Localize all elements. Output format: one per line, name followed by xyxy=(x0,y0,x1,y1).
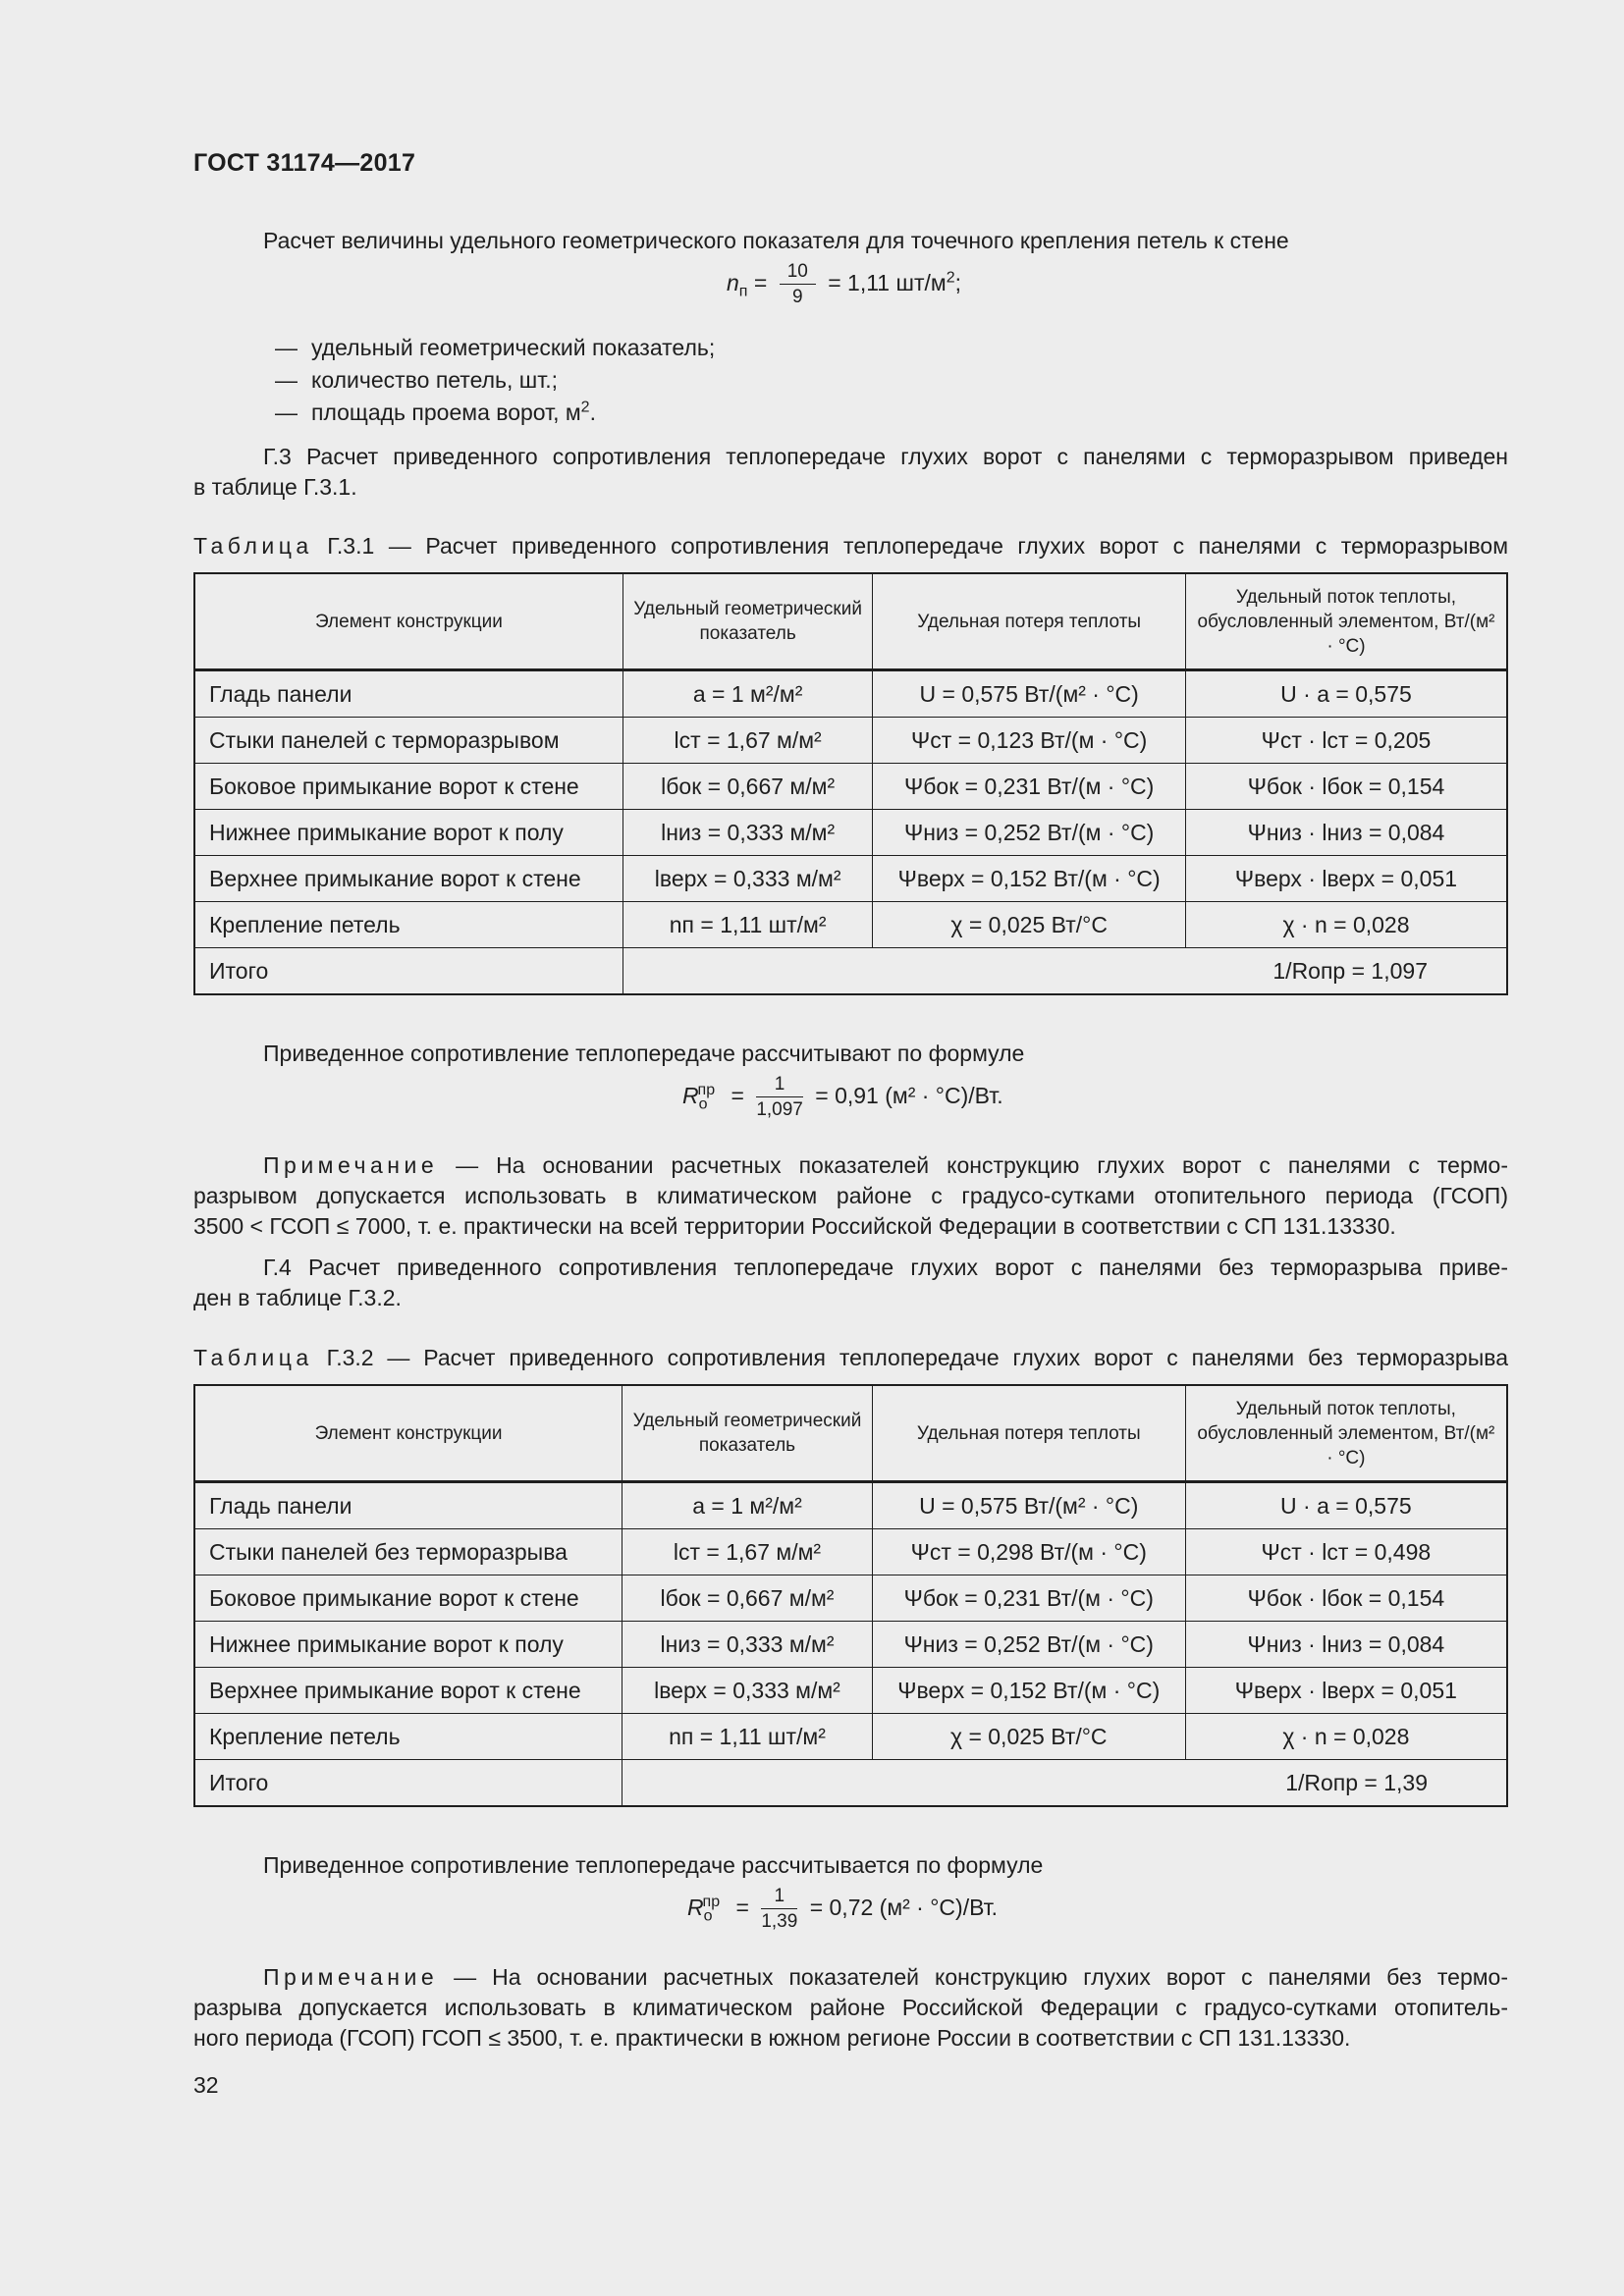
note1 xyxy=(193,1150,1508,1242)
table-cell: Крепление петель xyxy=(194,902,623,948)
table2-total-value: 1/Roпр = 1,39 xyxy=(623,1760,1507,1807)
table-cell: Боковое примыкание ворот к стене xyxy=(194,764,623,810)
table-cell: lниз = 0,333 м/м² xyxy=(623,810,872,856)
definition-desc-sup: 2 xyxy=(580,399,590,416)
table1-header-geometry: Удельный геометрический показатель xyxy=(623,573,872,670)
table-cell: nп = 1,11 шт/м² xyxy=(623,902,872,948)
note2-label: Примечание xyxy=(263,1964,439,1990)
formula-np-rhs-sup: 2 xyxy=(946,269,955,287)
table1-total-row xyxy=(194,948,1507,995)
table2-header-element: Элемент конструкции xyxy=(194,1385,623,1482)
table-cell: lст = 1,67 м/м² xyxy=(623,718,872,764)
table-cell: lверх = 0,333 м/м² xyxy=(623,1668,873,1714)
table1-header-element: Элемент конструкции xyxy=(194,573,623,670)
table2-total-label: Итого xyxy=(194,1760,623,1807)
table2-caption xyxy=(193,1343,1508,1373)
formula-np-numerator: 10 xyxy=(780,261,816,285)
note2-line1: — На основании расчетных показателей конструкцию глухих ворот с панелями без термо- xyxy=(454,1964,1508,1990)
table-cell: Ψбок · lбок = 0,154 xyxy=(1185,764,1507,810)
formula-np-tail: ; xyxy=(954,270,961,296)
table-cell: Ψверх = 0,152 Вт/(м · °С) xyxy=(873,856,1186,902)
formula2-fraction xyxy=(761,1886,797,1933)
table-row xyxy=(194,1622,1507,1668)
table1-caption xyxy=(193,531,1508,561)
formula2: $R_о^{пр}$ = $\frac{1}{1,39}$ = 0,72 (м² · °С)/Вт. xyxy=(687,1886,999,1932)
formula2-rhs: = 0,72 (м² · °С)/Вт. xyxy=(809,1895,999,1921)
definition-desc: количество петель, шт.; xyxy=(311,367,559,393)
table-cell: Стыки панелей с терморазрывом xyxy=(194,718,623,764)
table-cell: Ψверх · lверх = 0,051 xyxy=(1185,856,1507,902)
table-row xyxy=(194,718,1507,764)
intro-text: Расчет величины удельного геометрического показателя для точечного крепления петель к стене xyxy=(263,228,1289,253)
table-cell: Ψверх = 0,152 Вт/(м · °С) xyxy=(872,1668,1185,1714)
formula-np-denominator: 9 xyxy=(791,287,803,307)
table-row xyxy=(194,1575,1507,1622)
table-cell: lст = 1,67 м/м² xyxy=(623,1529,873,1575)
note2 xyxy=(193,1962,1508,2054)
definition-desc-tail: . xyxy=(589,400,596,425)
table-cell: Ψниз = 0,252 Вт/(м · °С) xyxy=(873,810,1186,856)
table-cell: U = 0,575 Вт/(м² · °С) xyxy=(873,670,1186,718)
table-cell: Боковое примыкание ворот к стене xyxy=(194,1575,623,1622)
table-cell: a = 1 м²/м² xyxy=(623,1482,873,1529)
table-cell: lбок = 0,667 м/м² xyxy=(623,764,872,810)
formula1-intro-text: Приведенное сопротивление теплопередаче рассчитывают по формуле xyxy=(263,1041,1025,1066)
note2-line2: разрыва допускается использовать в климатическом районе Российской Федерации с градусо-сутками отопитель- xyxy=(193,1995,1508,2020)
definition-item xyxy=(0,364,982,397)
formula-np-rhs: = 1,11 шт/м xyxy=(828,270,947,296)
table-cell: Ψниз = 0,252 Вт/(м · °С) xyxy=(872,1622,1185,1668)
note1-line1: — На основании расчетных показателей конструкцию глухих ворот с панелями с термо- xyxy=(456,1152,1509,1178)
formula-np xyxy=(727,261,961,308)
table-cell: Ψст = 0,123 Вт/(м · °С) xyxy=(873,718,1186,764)
table-cell: Ψст · lст = 0,205 xyxy=(1185,718,1507,764)
formula1-denominator: 1,097 xyxy=(756,1099,803,1120)
table-cell: Ψниз · lниз = 0,084 xyxy=(1185,810,1507,856)
table1-header-heat-flow: Удельный поток теплоты, обусловленный элементом, Вт/(м² · °С) xyxy=(1185,573,1507,670)
table-cell: lбок = 0,667 м/м² xyxy=(623,1575,873,1622)
formula-np-fraction xyxy=(780,261,816,308)
definition-dash: — xyxy=(275,335,298,360)
table-cell: Крепление петель xyxy=(194,1714,623,1760)
table2 xyxy=(193,1384,1508,1807)
formula1-fraction xyxy=(756,1074,803,1121)
page-number: 32 xyxy=(193,2072,219,2098)
table-cell: Гладь панели xyxy=(194,1482,623,1529)
formula-np-lhs: n xyxy=(727,270,739,296)
definition-desc: площадь проема ворот, м xyxy=(311,400,581,425)
table1-caption-text: Г.3.1 — Расчет приведенного сопротивления теплопередаче глухих ворот с панелями с терморазрывом xyxy=(327,533,1509,559)
table-cell: U = 0,575 Вт/(м² · °С) xyxy=(872,1482,1185,1529)
table1-total-label: Итого xyxy=(194,948,623,995)
table2-header-heat-loss: Удельная потеря теплоты xyxy=(872,1385,1185,1482)
formula1-intro xyxy=(193,1039,1508,1069)
table-cell: Ψст = 0,298 Вт/(м · °С) xyxy=(872,1529,1185,1575)
formula1-numerator: 1 xyxy=(756,1074,803,1097)
table-cell: Ψверх · lверх = 0,051 xyxy=(1185,1668,1507,1714)
definition-dash: — xyxy=(275,400,298,425)
table2-caption-text: Г.3.2 — Расчет приведенного сопротивления теплопередаче глухих ворот с панелями без терморазрыва xyxy=(326,1345,1509,1370)
formula2-intro-text: Приведенное сопротивление теплопередаче рассчитывается по формуле xyxy=(263,1852,1044,1878)
table-cell: Гладь панели xyxy=(194,670,623,718)
formula2-numerator: 1 xyxy=(761,1886,797,1909)
table-row xyxy=(194,810,1507,856)
definition-item xyxy=(0,332,982,364)
definition-desc: удельный геометрический показатель; xyxy=(311,335,716,360)
table2-caption-label: Таблица xyxy=(193,1345,313,1370)
formula1-rhs: = 0,91 (м² · °С)/Вт. xyxy=(815,1083,1003,1109)
table-cell: χ · n = 0,028 xyxy=(1185,902,1507,948)
section-g3-line1: Г.3 Расчет приведенного сопротивления теплопередаче глухих ворот с панелями с терморазрывом приведен xyxy=(263,444,1508,469)
definition-item xyxy=(0,397,982,429)
table-cell: χ = 0,025 Вт/°С xyxy=(873,902,1186,948)
table-cell: Верхнее примыкание ворот к стене xyxy=(194,1668,623,1714)
section-g4 xyxy=(193,1253,1508,1313)
table-cell: Ψбок = 0,231 Вт/(м · °С) xyxy=(872,1575,1185,1622)
table1-caption-label: Таблица xyxy=(193,533,313,559)
definitions-list xyxy=(0,332,982,429)
table-row xyxy=(194,856,1507,902)
table2-total-row xyxy=(194,1760,1507,1807)
formula2-denominator: 1,39 xyxy=(761,1911,798,1932)
formula2-intro xyxy=(193,1850,1508,1881)
table-row xyxy=(194,902,1507,948)
table1 xyxy=(193,572,1508,995)
table-cell: Ψст · lст = 0,498 xyxy=(1185,1529,1507,1575)
table-cell: Ψбок = 0,231 Вт/(м · °С) xyxy=(873,764,1186,810)
table-row xyxy=(194,764,1507,810)
table-cell: Ψбок · lбок = 0,154 xyxy=(1185,1575,1507,1622)
table-cell: Верхнее примыкание ворот к стене xyxy=(194,856,623,902)
table-cell: a = 1 м²/м² xyxy=(623,670,872,718)
table1-header-heat-loss: Удельная потеря теплоты xyxy=(873,573,1186,670)
table-cell: Нижнее примыкание ворот к полу xyxy=(194,1622,623,1668)
table-row xyxy=(194,1668,1507,1714)
table-row xyxy=(194,1714,1507,1760)
standard-header: ГОСТ 31174—2017 xyxy=(193,149,416,177)
formula-np-eq: = xyxy=(753,270,768,296)
table-cell: nп = 1,11 шт/м² xyxy=(623,1714,873,1760)
intro-paragraph xyxy=(193,226,1508,256)
table-cell: Стыки панелей без терморазрыва xyxy=(194,1529,623,1575)
table-cell: Нижнее примыкание ворот к полу xyxy=(194,810,623,856)
table-cell: lверх = 0,333 м/м² xyxy=(623,856,872,902)
section-g3 xyxy=(193,442,1508,503)
definition-dash: — xyxy=(275,367,298,393)
table2-header-heat-flow: Удельный поток теплоты, обусловленный элементом, Вт/(м² · °С) xyxy=(1185,1385,1507,1482)
table-cell: U · a = 0,575 xyxy=(1185,1482,1507,1529)
section-g4-line2: ден в таблице Г.3.2. xyxy=(193,1285,402,1310)
table1-total-value: 1/Roпр = 1,097 xyxy=(623,948,1507,995)
table-cell: U · a = 0,575 xyxy=(1185,670,1507,718)
note1-label: Примечание xyxy=(263,1152,439,1178)
formula1: $R_о^{пр}$ = $\frac{1}{1,097}$ = 0,91 (м² · °С)/Вт. xyxy=(682,1074,1003,1120)
table-row xyxy=(194,670,1507,718)
table-row xyxy=(194,1482,1507,1529)
section-g3-line2: в таблице Г.3.1. xyxy=(193,474,357,500)
note2-line3: ного периода (ГСОП) ГСОП ≤ 3500, т. е. практически в южном регионе России в соответствии с СП 131.13330. xyxy=(193,2025,1351,2051)
table2-header-geometry: Удельный геометрический показатель xyxy=(623,1385,873,1482)
table2-header-row xyxy=(194,1385,1507,1482)
table-cell: χ · n = 0,028 xyxy=(1185,1714,1507,1760)
note1-line3: 3500 < ГСОП ≤ 7000, т. е. практически на всей территории Российской Федерации в соответствии с СП 131.13330. xyxy=(193,1213,1396,1239)
formula-np-lhs-sub: п xyxy=(738,283,748,300)
table-cell: Ψниз · lниз = 0,084 xyxy=(1185,1622,1507,1668)
table-cell: χ = 0,025 Вт/°С xyxy=(872,1714,1185,1760)
table-row xyxy=(194,1529,1507,1575)
section-g4-line1: Г.4 Расчет приведенного сопротивления теплопередаче глухих ворот с панелями без терморазрыва приве- xyxy=(263,1255,1508,1280)
table-cell: lниз = 0,333 м/м² xyxy=(623,1622,873,1668)
note1-line2: разрывом допускается использовать в климатическом районе с градусо-сутками отопительного периода (ГСОП) xyxy=(193,1183,1508,1208)
table1-header-row xyxy=(194,573,1507,670)
